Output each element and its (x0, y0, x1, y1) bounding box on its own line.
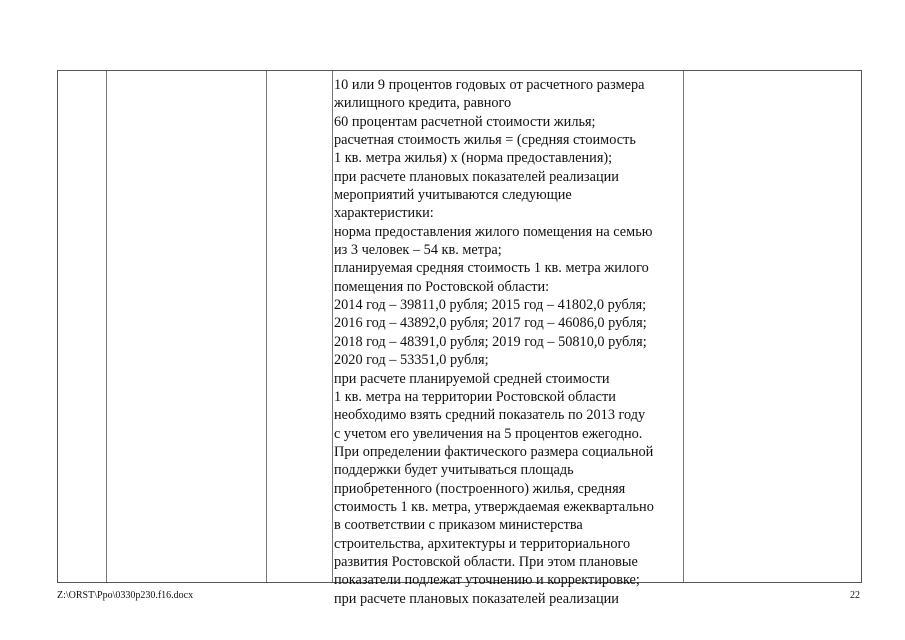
column-divider (266, 71, 267, 582)
text-line: мероприятий учитываются следующие (334, 187, 572, 204)
text-line: строительства, архитектуры и территориального (334, 535, 631, 552)
text-line: жилищного кредита, равного (334, 95, 512, 112)
text-line: 2018 год – 48391,0 рубля; 2019 год – 50810,0 рубля; (334, 333, 647, 350)
text-line: 1 кв. метра жилья) x (норма предоставления); (334, 150, 613, 167)
text-line: 1 кв. метра на территории Ростовской области (334, 388, 616, 405)
text-line: из 3 человек – 54 кв. метра; (334, 242, 502, 259)
text-line: При определении фактического размера социальной (334, 443, 654, 460)
text-line: развития Ростовской области. При этом плановые (334, 553, 638, 570)
text-line: в соответствии с приказом министерства (334, 517, 583, 534)
text-line: при расчете плановых показателей реализации (334, 168, 619, 185)
text-line: с учетом его увеличения на 5 процентов ежегодно. (334, 425, 643, 442)
text-line: характеристики: (334, 205, 434, 222)
text-line: 60 процентам расчетной стоимости жилья; (334, 113, 596, 130)
text-line: норма предоставления жилого помещения на семью (334, 223, 653, 240)
text-line: 10 или 9 процентов годовых от расчетного размера (334, 77, 645, 93)
footer-file-path: Z:\ORST\Ppo\0330p230.f16.docx (57, 590, 194, 601)
text-line: 2020 год – 53351,0 рубля; (334, 352, 489, 369)
text-line: 2016 год – 43892,0 рубля; 2017 год – 46086,0 рубля; (334, 315, 647, 332)
text-line: показатели подлежат уточнению и корректировке; (334, 572, 640, 589)
text-line: при расчете планируемой средней стоимости (334, 370, 610, 387)
text-line: помещения по Ростовской области: (334, 278, 550, 295)
text-line: необходимо взять средний показатель по 2013 году (334, 407, 646, 424)
table-cell-text (334, 76, 684, 608)
text-line: расчетная стоимость жилья = (средняя стоимость (334, 132, 636, 149)
column-divider (332, 71, 333, 582)
text-line: планируемая средняя стоимость 1 кв. метра жилого (334, 260, 649, 277)
text-line: приобретенного (построенного) жилья, средняя (334, 480, 626, 497)
text-line: стоимость 1 кв. метра, утверждаемая ежеквартально (334, 498, 654, 515)
text-line: 2014 год – 39811,0 рубля; 2015 год – 41802,0 рубля; (334, 297, 647, 314)
text-line: при расчете плановых показателей реализации (334, 590, 619, 607)
text-line: поддержки будет учитываться площадь (334, 462, 574, 479)
column-divider (106, 71, 107, 582)
page-number: 22 (850, 590, 860, 601)
